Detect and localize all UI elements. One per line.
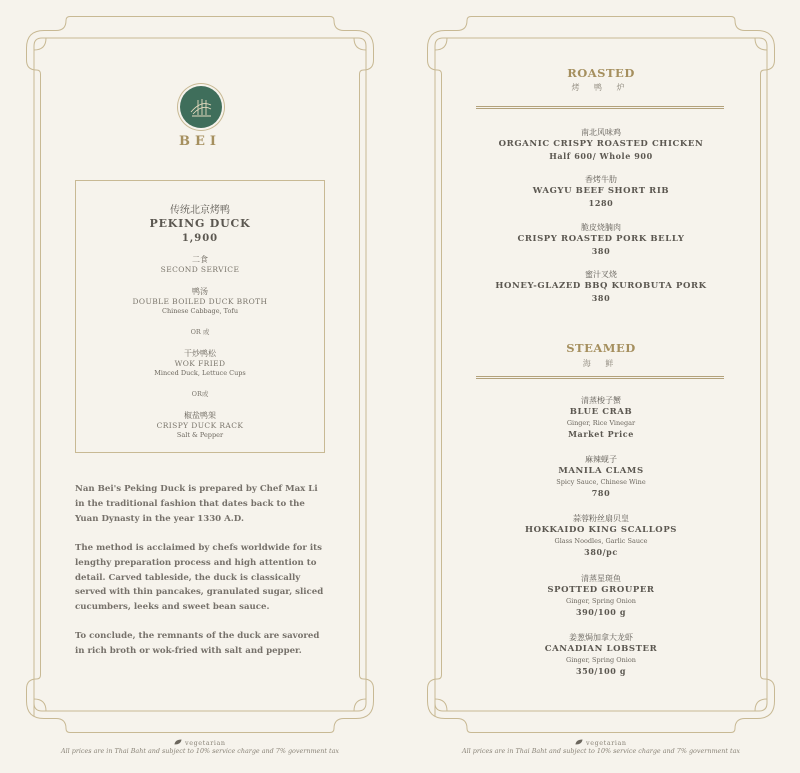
item-zh-name: 脆皮烧腩肉 — [581, 223, 621, 232]
feature-zh-title: 传统北京烤鸭 — [170, 205, 230, 216]
or-label: OR 或 — [190, 328, 210, 336]
item-price: 380 — [591, 293, 611, 303]
section-divider — [476, 106, 724, 109]
vegetarian-legend — [26, 739, 374, 747]
item-zh-name: 蜜汁叉烧 — [585, 270, 617, 279]
item-en-name: WAGYU BEEF SHORT RIB — [532, 186, 670, 196]
footer-right — [427, 739, 775, 755]
second-service-zh: 二食 — [192, 255, 208, 264]
story-paragraph: To conclude, the remnants of the duck are savored in rich broth or wok-fried with salt and pepper. — [75, 631, 320, 656]
item-zh-name: 麻辣蚬子 — [585, 455, 617, 464]
item-price: Half 600/ Whole 900 — [549, 151, 653, 161]
item-price: 350/100 g — [575, 666, 627, 676]
item-note: Spicy Sauce, Chinese Wine — [556, 478, 646, 486]
logo-emblem-icon — [180, 86, 222, 128]
item-price: 380 — [591, 246, 611, 256]
section-zh-roasted: 烤 鸭 炉 — [571, 83, 631, 92]
second-service-en: SECOND SERVICE — [160, 265, 240, 274]
option-zh: 干炒鸭松 — [184, 349, 216, 358]
vegetarian-label: vegetarian — [585, 739, 627, 747]
menu-item — [427, 222, 775, 256]
item-en-name: ORGANIC CRISPY ROASTED CHICKEN — [498, 139, 704, 149]
section-divider — [476, 376, 724, 379]
item-price: 1280 — [588, 198, 614, 208]
item-price: 380/pc — [584, 547, 618, 557]
item-en-name: BLUE CRAB — [569, 407, 633, 417]
item-note: Glass Noodles, Garlic Sauce — [554, 537, 648, 545]
item-note: Ginger, Spring Onion — [566, 597, 636, 605]
item-zh-name: 蒜蓉粉丝扇贝皇 — [573, 514, 629, 523]
brand-logo — [180, 86, 222, 128]
option-en: DOUBLE BOILED DUCK BROTH — [132, 297, 268, 306]
story-paragraph: The method is acclaimed by chefs worldwide for its lengthy preparation process and high attention to detail. Carved tableside, the duck is classically served with thin pancakes, granulated sugar, sliced cucumbers, leeks and sweet bean sauce. — [75, 543, 324, 613]
leaf-icon — [575, 739, 583, 745]
item-en-name: CANADIAN LOBSTER — [544, 644, 658, 654]
item-price: Market Price — [568, 429, 634, 439]
menu-item — [427, 573, 775, 617]
item-price: 390/100 g — [575, 607, 627, 617]
section-title-steamed: STEAMED — [566, 341, 636, 355]
menu-page-left — [26, 16, 374, 733]
menu-item — [427, 454, 775, 498]
option-en: CRISPY DUCK RACK — [156, 421, 244, 430]
option-en: WOK FRIED — [174, 359, 226, 368]
item-zh-name: 香烤牛肋 — [585, 175, 617, 184]
item-zh-name: 清蒸梭子蟹 — [581, 396, 621, 405]
leaf-icon — [174, 739, 182, 745]
option-zh: 椒盐鸭架 — [184, 411, 216, 420]
option-note: Minced Duck, Lettuce Cups — [154, 369, 246, 377]
item-zh-name: 清蒸星斑鱼 — [581, 574, 621, 583]
item-note: Ginger, Spring Onion — [566, 656, 636, 664]
price-disclaimer: All prices are in Thai Baht and subject to 10% service charge and 7% government tax — [462, 747, 740, 755]
footer-left — [26, 739, 374, 755]
menu-item — [427, 269, 775, 303]
section-zh-steamed: 海 鲜 — [582, 359, 620, 368]
item-en-name: MANILA CLAMS — [558, 466, 644, 476]
price-disclaimer: All prices are in Thai Baht and subject to 10% service charge and 7% government tax — [61, 747, 339, 755]
option-zh: 鸭汤 — [192, 287, 208, 296]
vegetarian-label: vegetarian — [184, 739, 226, 747]
brand-name: BEI — [179, 134, 221, 149]
item-price: 780 — [591, 488, 611, 498]
menu-item — [427, 174, 775, 208]
item-en-name: HONEY-GLAZED BBQ KUROBUTA PORK — [495, 281, 707, 291]
menu-item — [427, 395, 775, 439]
option-note: Salt & Pepper — [176, 431, 224, 439]
or-label: OR或 — [191, 390, 209, 398]
item-note: Ginger, Rice Vinegar — [566, 419, 636, 427]
section-title-roasted: ROASTED — [567, 66, 635, 80]
peking-duck-feature-box — [75, 180, 325, 453]
item-en-name: SPOTTED GROUPER — [547, 585, 655, 595]
menu-item — [427, 513, 775, 557]
menu-item — [427, 632, 775, 676]
item-en-name: HOKKAIDO KING SCALLOPS — [524, 525, 678, 535]
vegetarian-legend — [427, 739, 775, 747]
feature-price: 1,900 — [181, 233, 219, 244]
feature-en-title: PEKING DUCK — [149, 217, 251, 230]
menu-item — [427, 127, 775, 161]
option-note: Chinese Cabbage, Tofu — [161, 307, 239, 315]
item-zh-name: 姜葱焗加拿大龙虾 — [569, 633, 633, 642]
story-paragraph: Nan Bei's Peking Duck is prepared by Chef Max Li in the traditional fashion that dates back to the Yuan Dynasty in the year 1330 A.D. — [75, 484, 318, 524]
item-en-name: CRISPY ROASTED PORK BELLY — [517, 234, 685, 244]
menu-page-right — [427, 16, 775, 733]
item-zh-name: 南北风味鸡 — [581, 128, 621, 137]
